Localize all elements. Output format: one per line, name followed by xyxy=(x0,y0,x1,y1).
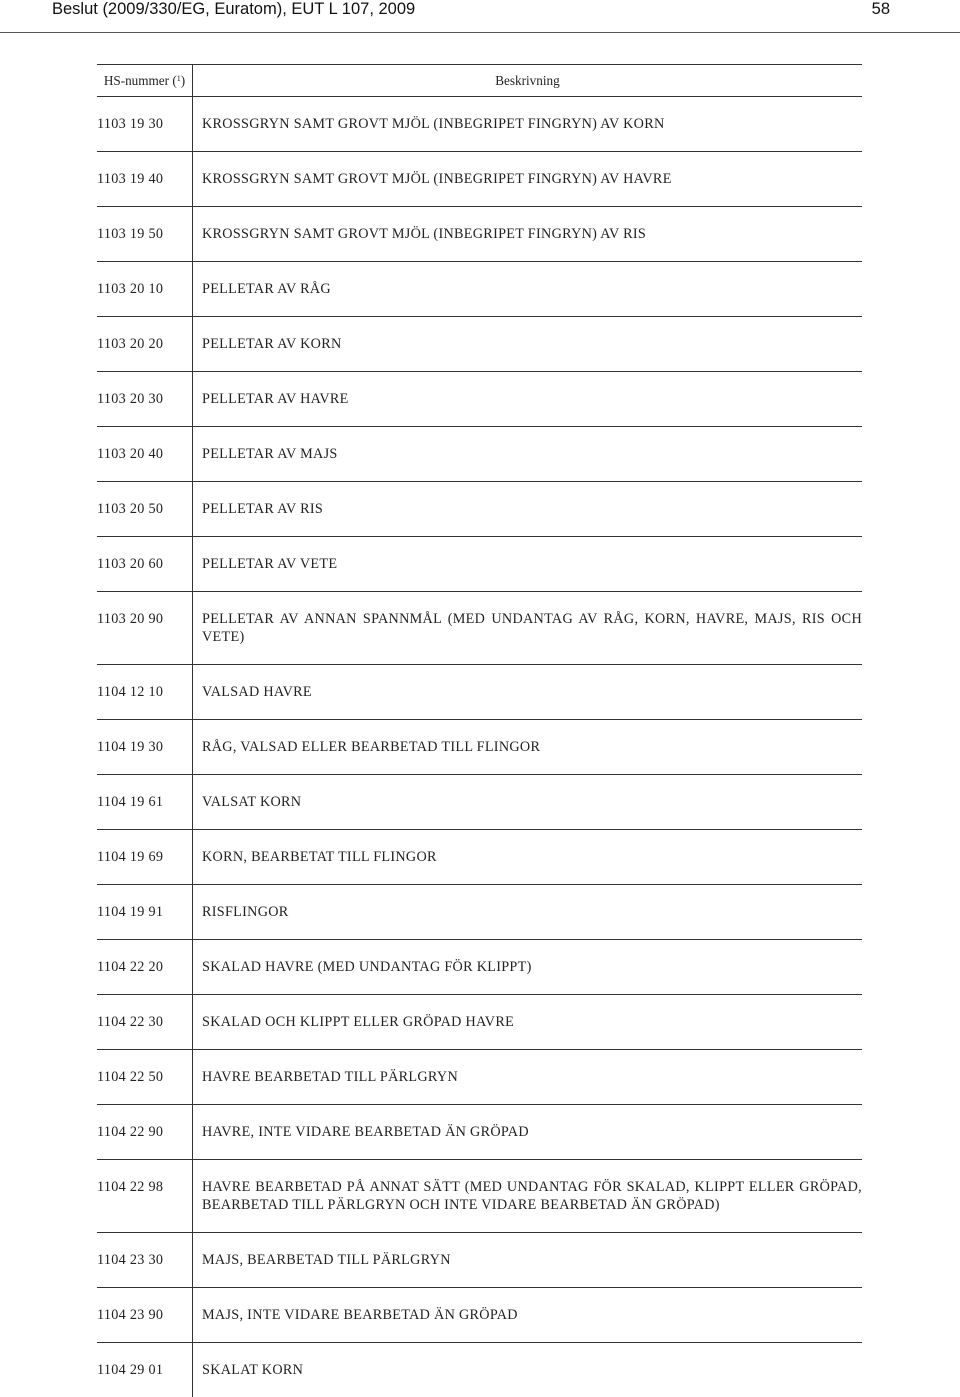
hs-code-cell: 1104 23 90 xyxy=(97,1288,193,1343)
description-cell: PELLETAR AV VETE xyxy=(193,537,863,592)
description-cell: KORN, BEARBETAT TILL FLINGOR xyxy=(193,830,863,885)
description-cell: HAVRE BEARBETAD TILL PÄRLGRYN xyxy=(193,1050,863,1105)
table-row xyxy=(97,152,862,207)
description-cell: HAVRE BEARBETAD PÅ ANNAT SÄTT (MED UNDANTAG FÖR SKALAD, KLIPPT ELLER GRÖPAD, BEARBETAD TILL PÄRLGRYN OCH INTE VIDARE BEARBETAD ÄN GRÖPAD) xyxy=(193,1160,863,1233)
table-header xyxy=(97,65,862,97)
description-cell: KROSSGRYN SAMT GROVT MJÖL (INBEGRIPET FINGRYN) AV HAVRE xyxy=(193,152,863,207)
hs-code-cell: 1104 22 90 xyxy=(97,1105,193,1160)
description-cell: SKALAD OCH KLIPPT ELLER GRÖPAD HAVRE xyxy=(193,995,863,1050)
hs-code-cell: 1103 20 60 xyxy=(97,537,193,592)
description-cell: SKALAD HAVRE (MED UNDANTAG FÖR KLIPPT) xyxy=(193,940,863,995)
description-cell: PELLETAR AV RÅG xyxy=(193,262,863,317)
description-cell: RISFLINGOR xyxy=(193,885,863,940)
table-body xyxy=(97,97,862,1397)
page-header xyxy=(0,0,960,33)
hs-code-cell: 1103 20 90 xyxy=(97,592,193,665)
hs-code-cell: 1104 19 61 xyxy=(97,775,193,830)
column-header-hs-number-close: ) xyxy=(181,73,185,88)
hs-code-cell: 1104 22 20 xyxy=(97,940,193,995)
hs-code-cell: 1104 29 01 xyxy=(97,1343,193,1397)
table-row xyxy=(97,1288,862,1343)
description-cell: VALSAT KORN xyxy=(193,775,863,830)
hs-code-cell: 1103 19 30 xyxy=(97,97,193,152)
hs-code-cell: 1103 19 50 xyxy=(97,207,193,262)
description-cell: MAJS, INTE VIDARE BEARBETAD ÄN GRÖPAD xyxy=(193,1288,863,1343)
hs-code-cell: 1103 20 30 xyxy=(97,372,193,427)
table-row xyxy=(97,830,862,885)
table-row xyxy=(97,482,862,537)
table-row xyxy=(97,427,862,482)
description-cell: KROSSGRYN SAMT GROVT MJÖL (INBEGRIPET FINGRYN) AV RIS xyxy=(193,207,863,262)
hs-code-cell: 1103 20 40 xyxy=(97,427,193,482)
table-row xyxy=(97,1160,862,1233)
table-row xyxy=(97,1233,862,1288)
table-row xyxy=(97,940,862,995)
hs-code-cell: 1104 22 50 xyxy=(97,1050,193,1105)
hs-code-cell: 1104 22 30 xyxy=(97,995,193,1050)
hs-code-cell: 1104 12 10 xyxy=(97,665,193,720)
table-row xyxy=(97,720,862,775)
hs-code-cell: 1104 22 98 xyxy=(97,1160,193,1233)
page-number: 58 xyxy=(872,0,890,18)
description-cell: PELLETAR AV KORN xyxy=(193,317,863,372)
table-row xyxy=(97,317,862,372)
table-row xyxy=(97,1343,862,1397)
hs-code-cell: 1104 23 30 xyxy=(97,1233,193,1288)
table-row xyxy=(97,537,862,592)
description-cell: KROSSGRYN SAMT GROVT MJÖL (INBEGRIPET FINGRYN) AV KORN xyxy=(193,97,863,152)
description-cell: PELLETAR AV HAVRE xyxy=(193,372,863,427)
column-header-description: Beskrivning xyxy=(193,65,863,97)
document-title: Beslut (2009/330/EG, Euratom), EUT L 107, 2009 xyxy=(52,0,415,18)
description-cell: PELLETAR AV MAJS xyxy=(193,427,863,482)
description-cell: PELLETAR AV RIS xyxy=(193,482,863,537)
hs-code-cell: 1103 20 20 xyxy=(97,317,193,372)
table-row xyxy=(97,207,862,262)
table-row xyxy=(97,885,862,940)
hs-code-cell: 1104 19 91 xyxy=(97,885,193,940)
table-row xyxy=(97,1105,862,1160)
table-row xyxy=(97,262,862,317)
description-cell: MAJS, BEARBETAD TILL PÄRLGRYN xyxy=(193,1233,863,1288)
hs-code-table xyxy=(97,64,862,1397)
description-cell: HAVRE, INTE VIDARE BEARBETAD ÄN GRÖPAD xyxy=(193,1105,863,1160)
description-cell: RÅG, VALSAD ELLER BEARBETAD TILL FLINGOR xyxy=(193,720,863,775)
hs-code-cell: 1103 20 10 xyxy=(97,262,193,317)
table-row xyxy=(97,372,862,427)
hs-code-cell: 1104 19 69 xyxy=(97,830,193,885)
table-row xyxy=(97,1050,862,1105)
table-header-row xyxy=(97,65,862,97)
table-row xyxy=(97,97,862,152)
table-row xyxy=(97,775,862,830)
column-header-hs-number-label: HS-nummer ( xyxy=(104,73,177,88)
footnote-marker: 1 xyxy=(177,74,181,83)
hs-code-cell: 1103 20 50 xyxy=(97,482,193,537)
table-row xyxy=(97,665,862,720)
description-cell: SKALAT KORN xyxy=(193,1343,863,1397)
column-header-hs-number xyxy=(97,65,193,97)
description-cell: PELLETAR AV ANNAN SPANNMÅL (MED UNDANTAG AV RÅG, KORN, HAVRE, MAJS, RIS OCH VETE) xyxy=(193,592,863,665)
hs-code-cell: 1104 19 30 xyxy=(97,720,193,775)
table-row xyxy=(97,995,862,1050)
description-cell: VALSAD HAVRE xyxy=(193,665,863,720)
table-row xyxy=(97,592,862,665)
hs-code-cell: 1103 19 40 xyxy=(97,152,193,207)
